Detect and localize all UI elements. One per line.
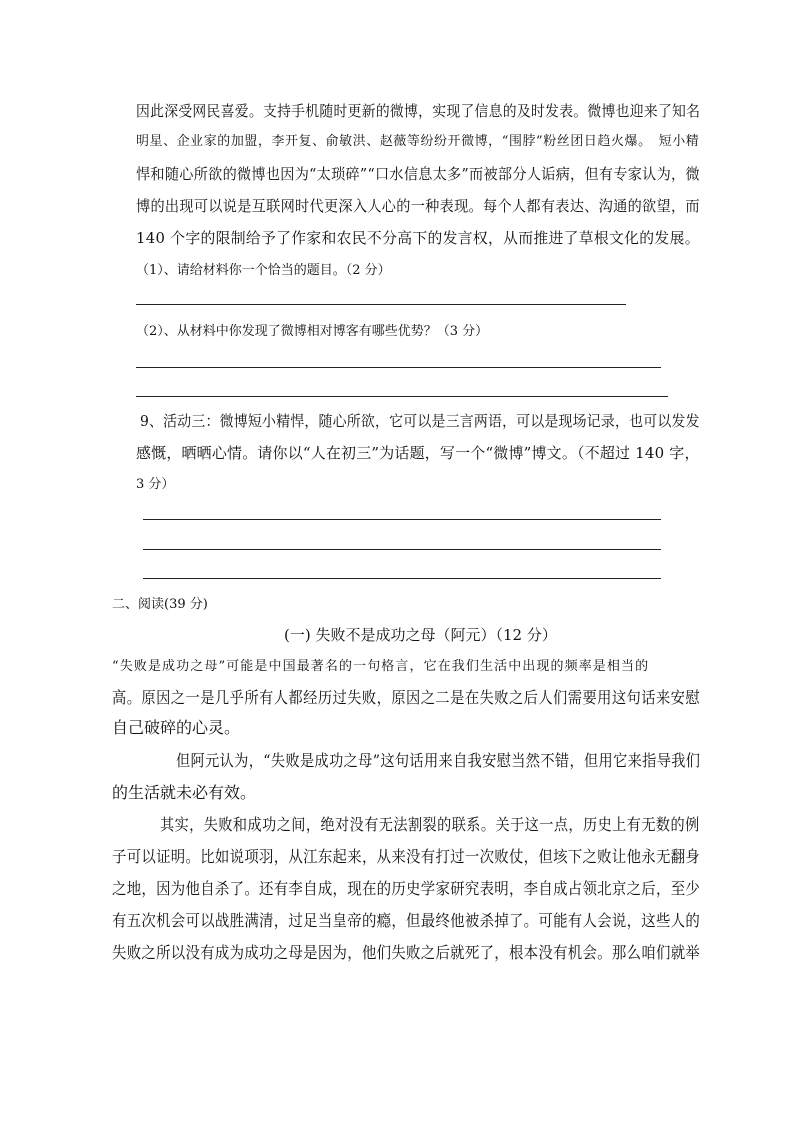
question-9-line-3: 3 分） bbox=[136, 477, 175, 492]
paragraph-line-9: 有五次机会可以战胜满清，过足当皇帝的瘾，但最终他被杀掉了。可能有人会说，这些人的 bbox=[112, 911, 701, 930]
material-line-1: 因此深受网民喜爱。支持手机随时更新的微博，实现了信息的及时发表。微博也迎来了知名 bbox=[136, 102, 701, 120]
answer-line-q9-2[interactable] bbox=[143, 549, 661, 550]
paragraph-line-8: 之地，因为他自杀了。还有李自成，现在的历史学家研究表明，李自成占领北京之后，至少 bbox=[112, 879, 701, 898]
paragraph-line-4: 但阿元认为，“失败是成功之母”这句话用来自我安慰当然不错，但用它来指导我们 bbox=[176, 751, 701, 770]
question-9-line-2: 感慨，晒晒心情。请你以“人在初三”为话题，写一个“微博”博文。（不超过 140 字， bbox=[136, 444, 700, 462]
article-title: (一) 失败不是成功之母（阿元）（12 分） bbox=[284, 626, 557, 644]
answer-line-q9-1[interactable] bbox=[143, 519, 661, 520]
paragraph-line-6: 其实，失败和成功之间，绝对没有无法割裂的联系。关于这一点，历史上有无数的例 bbox=[160, 815, 700, 834]
question-2: （2）、从材料中你发现了微博相对博客有哪些优势？（3 分） bbox=[136, 324, 489, 339]
question-1: （1）、请给材料你一个恰当的题目。（2 分） bbox=[136, 263, 391, 278]
question-9-line-1: 9、活动三：微博短小精悍，随心所欲，它可以是三言两语，可以是现场记录，也可以发发 bbox=[140, 412, 700, 430]
material-line-2: 明星、企业家的加盟，李开复、俞敏洪、赵薇等纷纷开微博，“围脖”粉丝团日趋火爆。 短小精 bbox=[136, 134, 700, 149]
paragraph-line-10: 失败之所以没有成为成功之母是因为，他们失败之后就死了，根本没有机会。那么咱们就举 bbox=[112, 943, 701, 962]
paragraph-line-5: 的生活就未必有效。 bbox=[112, 783, 257, 802]
paragraph-line-3: 自己破碎的心灵。 bbox=[112, 718, 241, 737]
paragraph-line-2: 高。原因之一是几乎所有人都经历过失败，原因之二是在失败之后人们需要用这句话来安慰 bbox=[112, 688, 701, 707]
material-line-3: 悍和随心所欲的微博也因为“太琐碎”“口水信息太多”而被部分人诟病，但有专家认为，微 bbox=[136, 165, 700, 183]
answer-line-q9-3[interactable] bbox=[143, 578, 661, 579]
section-heading: 二、阅读(39 分) bbox=[112, 597, 208, 612]
paragraph-line-1: “失败是成功之母”可能是中国最著名的一句格言，它在我们生活中出现的频率是相当的 bbox=[112, 659, 650, 674]
answer-line-q2-1[interactable] bbox=[136, 367, 661, 368]
answer-line-q2-2[interactable] bbox=[136, 396, 668, 397]
paragraph-line-7: 子可以证明。比如说项羽，从江东起来，从来没有打过一次败仗，但垓下之败让他永无翻身 bbox=[112, 847, 701, 866]
answer-line-q1[interactable] bbox=[136, 304, 626, 305]
material-line-4: 博的出现可以说是互联网时代更深入人心的一种表现。每个人都有表达、沟通的欲望，而 bbox=[136, 197, 700, 215]
material-line-5: 140 个字的限制给予了作家和农民不分高下的发言权，从而推进了草根文化的发展。 bbox=[136, 229, 700, 247]
